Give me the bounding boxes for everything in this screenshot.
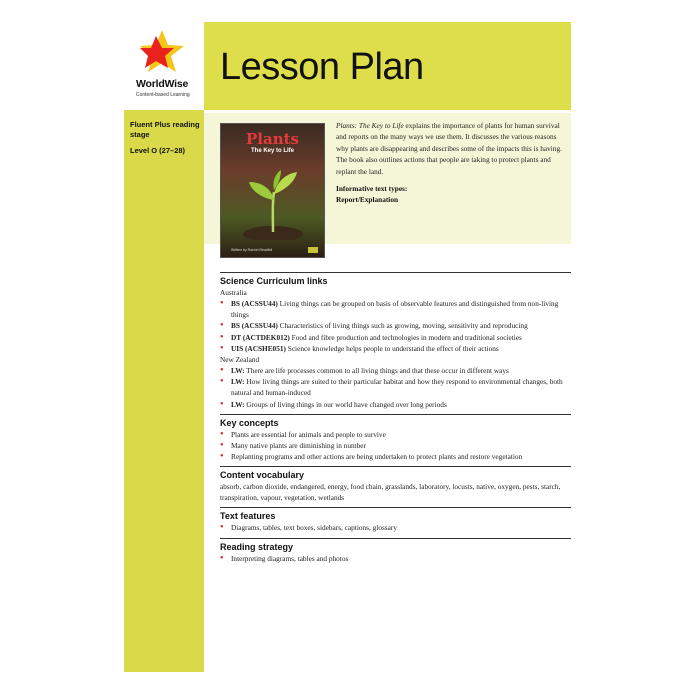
curriculum-text: Groups of living things in our world have changed over long periods [244, 399, 447, 409]
book-summary [336, 120, 564, 177]
curriculum-text: There are life processes common to all living things and that these occur in different ways [244, 366, 509, 376]
cover-logo [308, 247, 318, 253]
curriculum-text: Characteristics of living things such as growing, moving, sensitivity and reproducing [277, 321, 528, 331]
vocabulary-section [220, 466, 571, 503]
text-types-label: Informative text types: [336, 184, 408, 193]
curriculum-code: UIS (ACSHE051) [231, 343, 286, 353]
reading-strategy-section [220, 538, 571, 564]
logo-name: WorldWise [136, 78, 189, 90]
lesson-sections [220, 272, 571, 568]
reading-level: Level O (27–28) [130, 146, 186, 155]
logo-tagline: Content-based Learning [136, 92, 190, 98]
list-item [220, 343, 571, 354]
curriculum-section [220, 272, 571, 410]
summary-text: explains the importance of plants for human survival and reports on the many ways we use them. It discusses the various reasons why plants are disappearing and describes some of the impacts this is having. The book also outlines actions that people are taking to protect plants and replant the land. [336, 121, 562, 176]
reading-strategy-list [220, 553, 571, 564]
list-item: • Interpreting diagrams, tables and photos [220, 553, 571, 564]
list-item: • Plants are essential for animals and people to survive [220, 429, 571, 440]
reading-stage: Fluent Plus reading stage [130, 120, 200, 139]
vocabulary-text: absorb, carbon dioxide, endangered, energy, food chain, grasslands, laboratory, locusts, native, oxygen, pests, starch, transpiration, vapour, vegetation, wetlands [220, 482, 561, 503]
section-title: Content vocabulary [220, 470, 305, 481]
curriculum-code: LW: [231, 366, 245, 376]
list-item [220, 298, 571, 320]
book-title-italic: Plants: The Key to Life [336, 121, 404, 130]
section-title: Key concepts [220, 417, 279, 428]
text-types-value: Report/Explanation [336, 195, 399, 204]
curriculum-code: BS (ACSSU44) [231, 321, 278, 331]
key-concepts-list [220, 429, 571, 463]
list-item: • Replanting programs and other actions are being undertaken to protect plants and restore vegetation [220, 451, 571, 462]
curriculum-text: Living things can be grouped on basis of observable features and distinguished from non-living things [231, 299, 559, 320]
region-label: New Zealand [220, 355, 260, 365]
book-cover [220, 123, 325, 258]
section-title: Science Curriculum links [220, 276, 328, 286]
list-item [220, 365, 571, 376]
curriculum-text: Food and fibre production and technologies in modern and traditional societies [289, 332, 522, 342]
text-features-section [220, 507, 571, 533]
list-item [220, 320, 571, 331]
section-title: Text features [220, 511, 276, 522]
curriculum-code: BS (ACSSU44) [231, 299, 278, 308]
list-item: • Many native plants are diminishing in number [220, 440, 571, 451]
curriculum-text: Science knowledge helps people to understand the effect of their actions [285, 343, 499, 353]
list-item: • Diagrams, tables, text boxes, sidebars, captions, glossary [220, 522, 571, 533]
curriculum-code: LW: [231, 377, 245, 387]
text-features-list [220, 522, 571, 533]
left-sidebar [124, 110, 204, 672]
key-concepts-section [220, 414, 571, 463]
seedling-icon [241, 160, 305, 240]
logo [124, 22, 204, 110]
text-types [336, 183, 564, 205]
list-item [220, 332, 571, 343]
curriculum-list-nz [220, 365, 571, 410]
list-item [220, 399, 571, 410]
section-title: Reading strategy [220, 541, 294, 552]
curriculum-code: LW: [231, 399, 245, 409]
region-label: Australia [220, 288, 247, 297]
star-logo-icon [138, 28, 186, 76]
curriculum-list-australia [220, 298, 571, 354]
cover-title: Plants [246, 130, 299, 148]
curriculum-text: How living things are suited to their particular habitat and how they respond to environmental changes, both natural and human-induced [231, 377, 563, 398]
cover-author: Written by Rachel Readibil [231, 248, 273, 252]
cover-subtitle: The Key to Life [250, 148, 294, 154]
page-title: Lesson Plan [220, 46, 424, 88]
header-banner [204, 22, 571, 110]
list-item [220, 376, 571, 398]
curriculum-code: DT (ACTDEK012) [231, 332, 290, 342]
intro-panel [204, 113, 571, 252]
